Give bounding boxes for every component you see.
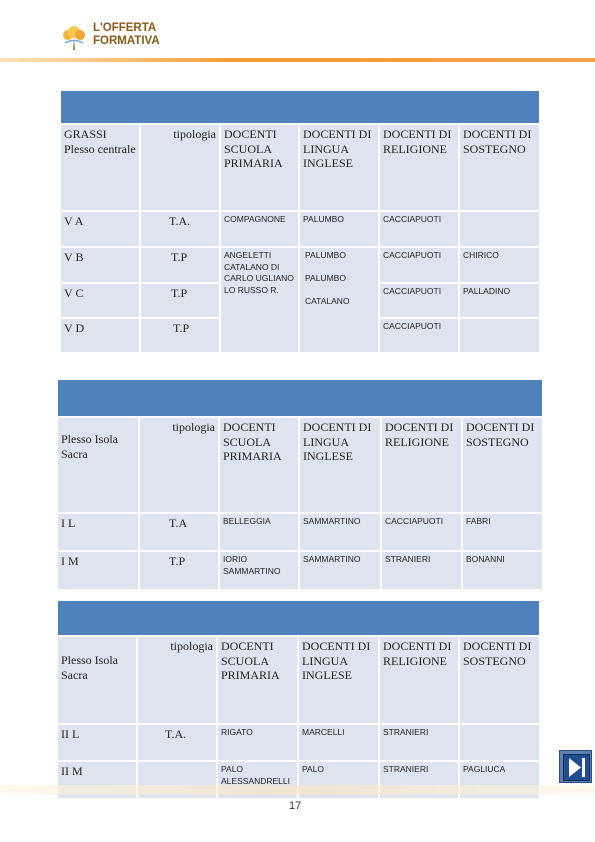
inglese-v-c: PALUMBO bbox=[305, 273, 346, 283]
page-header bbox=[0, 0, 595, 70]
table-row-religione: STRANIERI bbox=[382, 552, 461, 589]
table-row-sostegno: PAGLIUCA bbox=[460, 762, 539, 798]
table-row-tipologia: T.P bbox=[141, 319, 219, 352]
table-row-sostegno bbox=[460, 212, 539, 246]
table-row-sostegno: BONANNI bbox=[463, 552, 542, 589]
plesso-cell bbox=[58, 637, 136, 723]
col-header-sostegno: DOCENTI DI SOSTEGNO bbox=[463, 418, 542, 512]
col-header-sostegno: DOCENTI DI SOSTEGNO bbox=[460, 125, 539, 210]
table-row-class: I L bbox=[58, 514, 138, 550]
primaria-merged-cell: ANGELETTI CATALANO DI CARLO UGLIANO LO RUSSO R. bbox=[221, 248, 298, 352]
table-row-tipologia: T.P bbox=[140, 552, 218, 589]
col-header-tipologia: tipologia bbox=[141, 125, 219, 210]
table-header-band bbox=[61, 91, 539, 123]
plesso-cell bbox=[58, 418, 138, 512]
table-row-class: II M bbox=[58, 762, 136, 798]
table-row-tipologia: T.A bbox=[140, 514, 218, 550]
col-header-primaria: DOCENTI SCUOLA PRIMARIA bbox=[221, 125, 298, 210]
table-row-religione: CACCIAPUOTI bbox=[382, 514, 461, 550]
table-header-band bbox=[58, 380, 542, 416]
table-row-sostegno: CHIRICO bbox=[460, 248, 539, 282]
table-row-primaria: PALO ALESSANDRELLI bbox=[218, 762, 297, 798]
col-header-primaria: DOCENTI SCUOLA PRIMARIA bbox=[220, 418, 298, 512]
table-row-religione: STRANIERI bbox=[380, 762, 458, 798]
plesso-cell bbox=[61, 125, 139, 210]
table-row-primaria: RIGATO bbox=[218, 725, 297, 760]
footer-glow bbox=[0, 785, 595, 795]
col-header-tipologia: tipologia bbox=[140, 418, 218, 512]
table-row-inglese: PALO bbox=[299, 762, 378, 798]
brand-title bbox=[93, 22, 160, 48]
page-number: 17 bbox=[289, 800, 302, 812]
col-header-primaria: DOCENTI SCUOLA PRIMARIA bbox=[218, 637, 297, 723]
table-row-class: II L bbox=[58, 725, 136, 760]
header-divider bbox=[0, 58, 595, 62]
table-row-sostegno: PALLADINO bbox=[460, 284, 539, 317]
table-row-sostegno bbox=[460, 319, 539, 352]
table-row-inglese: SAMMARTINO bbox=[300, 514, 380, 550]
table-row-primaria: IORIO SAMMARTINO bbox=[220, 552, 298, 589]
table-row-religione: CACCIAPUOTI bbox=[380, 212, 458, 246]
next-arrow-icon bbox=[563, 754, 590, 781]
plesso-label: Plesso Isola Sacra bbox=[61, 432, 118, 461]
table-row-class: I M bbox=[58, 552, 138, 589]
col-header-religione: DOCENTI DI RELIGIONE bbox=[382, 418, 461, 512]
table-row-class: V B bbox=[61, 248, 139, 282]
plesso-label: GRASSI Plesso centrale bbox=[64, 127, 136, 156]
table-row-religione: STRANIERI bbox=[380, 725, 458, 760]
table-row-religione: CACCIAPUOTI bbox=[380, 248, 458, 282]
next-page-button[interactable] bbox=[559, 750, 592, 783]
col-header-religione: DOCENTI DI RELIGIONE bbox=[380, 637, 458, 723]
table-row-tipologia: T.P bbox=[141, 248, 219, 282]
table-row-inglese: PALUMBO bbox=[300, 212, 378, 246]
table-row-class: V C bbox=[61, 284, 139, 317]
inglese-v-b: PALUMBO bbox=[305, 250, 346, 260]
table-row-religione: CACCIAPUOTI bbox=[380, 319, 458, 352]
table-row-inglese: MARCELLI bbox=[299, 725, 378, 760]
inglese-v-d: CATALANO bbox=[305, 296, 350, 306]
col-header-inglese: DOCENTI DI LINGUA INGLESE bbox=[300, 418, 380, 512]
table-row-tipologia: T.A. bbox=[141, 212, 219, 246]
table-row-sostegno: FABRI bbox=[463, 514, 542, 550]
tree-logo-icon bbox=[60, 26, 88, 50]
col-header-religione: DOCENTI DI RELIGIONE bbox=[380, 125, 458, 210]
table-row-class: V D bbox=[61, 319, 139, 352]
table-row-inglese: SAMMARTINO bbox=[300, 552, 380, 589]
table-row-primaria: COMPAGNONE bbox=[221, 212, 298, 246]
table-row-class: V A bbox=[61, 212, 139, 246]
col-header-inglese: DOCENTI DI LINGUA INGLESE bbox=[300, 125, 378, 210]
brand-line-2: FORMATIVA bbox=[93, 35, 160, 47]
table-row-religione: CACCIAPUOTI bbox=[380, 284, 458, 317]
table-row-primaria: BELLEGGIA bbox=[220, 514, 298, 550]
table-row-sostegno bbox=[460, 725, 539, 760]
plesso-label: Plesso Isola Sacra bbox=[61, 653, 118, 682]
brand-line-1: L'OFFERTA bbox=[93, 22, 157, 34]
col-header-inglese: DOCENTI DI LINGUA INGLESE bbox=[299, 637, 378, 723]
table-header-band bbox=[58, 601, 539, 635]
inglese-merged-cell bbox=[300, 248, 378, 352]
table-row-tipologia: T.P bbox=[141, 284, 219, 317]
table-row-tipologia: T.A. bbox=[138, 725, 216, 760]
col-header-tipologia: tipologia bbox=[138, 637, 216, 723]
col-header-sostegno: DOCENTI DI SOSTEGNO bbox=[460, 637, 539, 723]
